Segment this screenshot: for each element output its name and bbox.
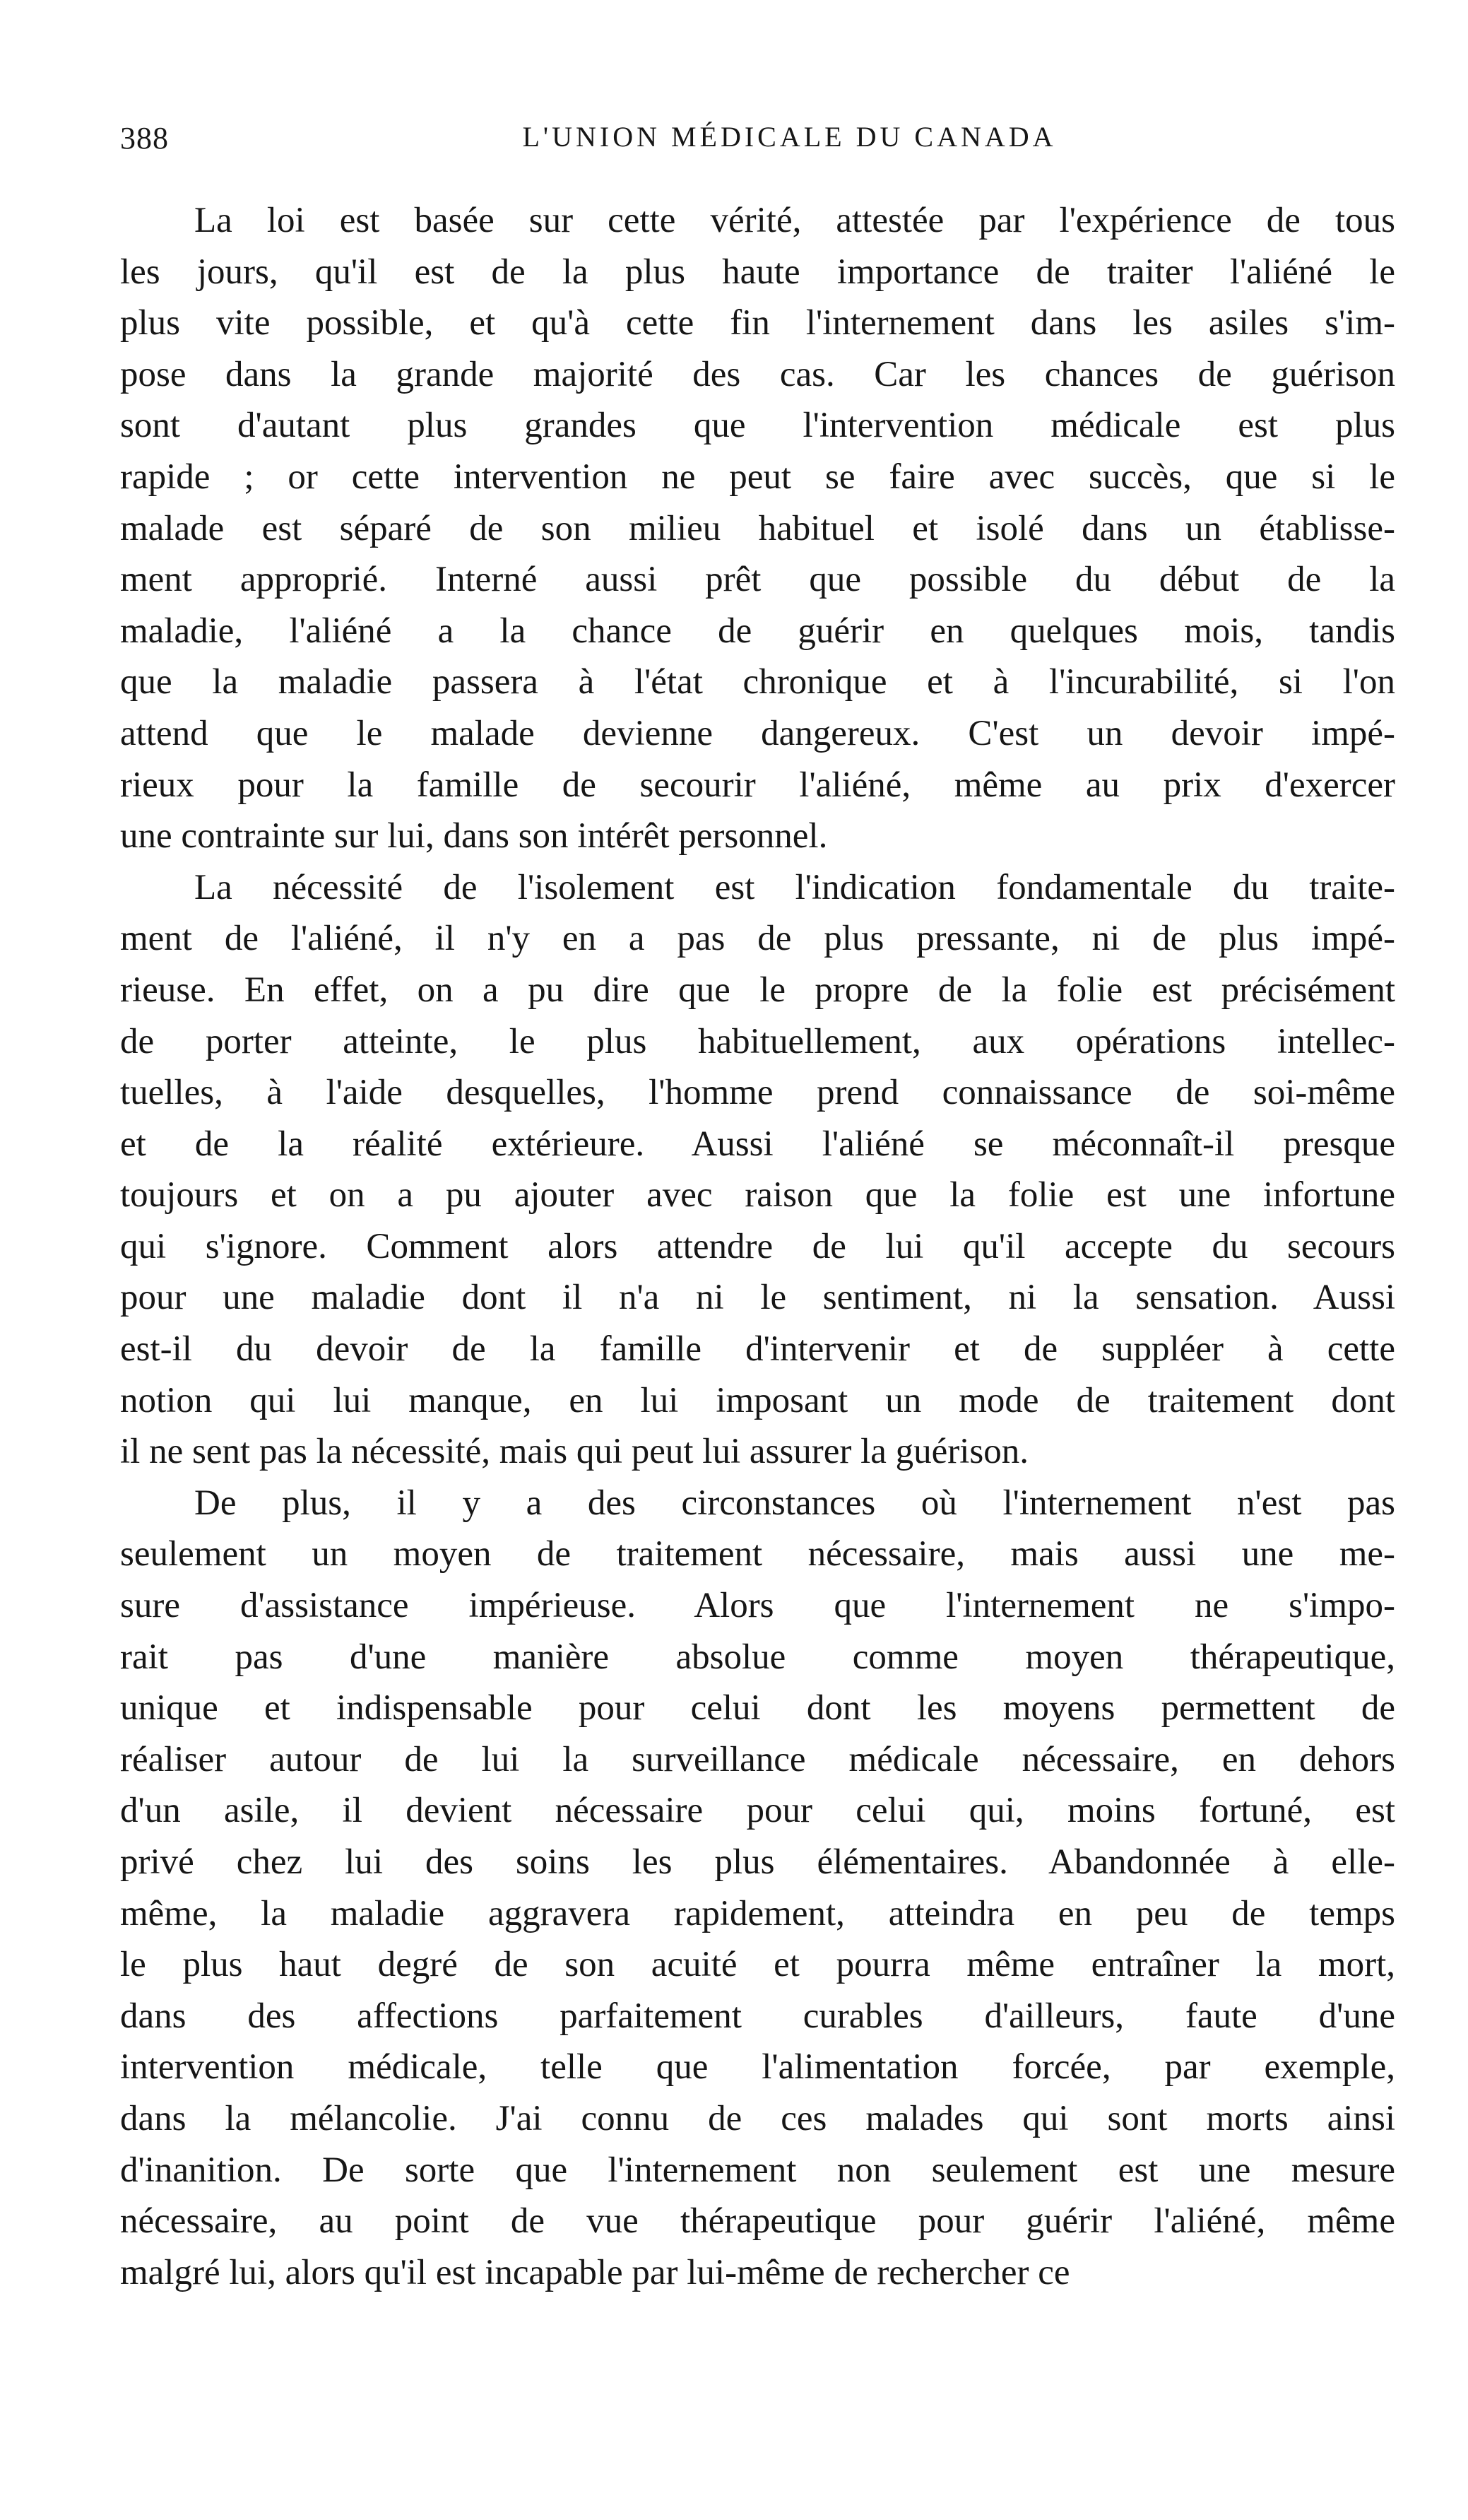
text-line: malade est séparé de son milieu habituel et isolé dans un établisse-	[120, 508, 1395, 548]
text-line: La nécessité de l'isolement est l'indication fondamentale du traite-	[194, 867, 1395, 907]
page-number: 388	[120, 121, 169, 155]
text-line: pour une maladie dont il n'a ni le sentiment, ni la sensation. Aussi	[120, 1278, 1395, 1318]
paragraph	[120, 195, 1395, 862]
text-line: que la maladie passera à l'état chronique et à l'incurabilité, si l'on	[120, 662, 1395, 702]
text-line: rieuse. En effet, on a pu dire que le propre de la folie est précisément	[120, 970, 1395, 1010]
text-line: toujours et on a pu ajouter avec raison que la folie est une infortune	[120, 1175, 1395, 1215]
text-line: qui s'ignore. Comment alors attendre de lui qu'il accepte du secours	[120, 1226, 1395, 1266]
text-line: rait pas d'une manière absolue comme moyen thérapeutique,	[120, 1637, 1395, 1677]
paragraph	[120, 862, 1395, 1478]
text-line: il ne sent pas la nécessité, mais qui peut lui assurer la guérison.	[120, 1432, 1029, 1472]
text-line: de porter atteinte, le plus habituellement, aux opérations intellec-	[120, 1021, 1395, 1061]
text-line: pose dans la grande majorité des cas. Car les chances de guérison	[120, 354, 1395, 394]
text-line: attend que le malade devienne dangereux. C'est un devoir impé-	[120, 713, 1395, 753]
text-line: les jours, qu'il est de la plus haute importance de traiter l'aliéné le	[120, 252, 1395, 292]
text-line: seulement un moyen de traitement nécessaire, mais aussi une me-	[120, 1534, 1395, 1574]
body-text	[120, 195, 1395, 2298]
text-line: d'inanition. De sorte que l'internement non seulement est une mesure	[120, 2150, 1395, 2190]
text-line: ment de l'aliéné, il n'y en a pas de plus pressante, ni de plus impé-	[120, 919, 1395, 959]
text-line: tuelles, à l'aide desquelles, l'homme prend connaissance de soi-même	[120, 1073, 1395, 1113]
text-line: même, la maladie aggravera rapidement, atteindra en peu de temps	[120, 1893, 1395, 1933]
text-line: maladie, l'aliéné a la chance de guérir en quelques mois, tandis	[120, 611, 1395, 651]
text-line: d'un asile, il devient nécessaire pour celui qui, moins fortuné, est	[120, 1791, 1395, 1831]
text-line: De plus, il y a des circonstances où l'internement n'est pas	[194, 1483, 1395, 1523]
text-line: notion qui lui manque, en lui imposant un mode de traitement dont	[120, 1380, 1395, 1420]
text-line: réaliser autour de lui la surveillance médicale nécessaire, en dehors	[120, 1739, 1395, 1779]
text-line: malgré lui, alors qu'il est incapable par lui-même de rechercher ce	[120, 2252, 1070, 2292]
text-line: rapide ; or cette intervention ne peut se faire avec succès, que si le	[120, 457, 1395, 497]
text-line: une contrainte sur lui, dans son intérêt personnel.	[120, 816, 828, 856]
text-line: intervention médicale, telle que l'alimentation forcée, par exemple,	[120, 2047, 1395, 2088]
text-line: unique et indispensable pour celui dont les moyens permettent de	[120, 1688, 1395, 1729]
text-line: plus vite possible, et qu'à cette fin l'internement dans les asiles s'im-	[120, 303, 1395, 343]
text-line: rieux pour la famille de secourir l'aliéné, même au prix d'exercer	[120, 765, 1395, 805]
text-line: dans la mélancolie. J'ai connu de ces malades qui sont morts ainsi	[120, 2098, 1395, 2138]
page-header	[120, 120, 1395, 163]
text-line: et de la réalité extérieure. Aussi l'aliéné se méconnaît-il presque	[120, 1124, 1395, 1164]
text-line: privé chez lui des soins les plus élémentaires. Abandonnée à elle-	[120, 1842, 1395, 1882]
text-line: dans des affections parfaitement curables d'ailleurs, faute d'une	[120, 1996, 1395, 2036]
text-line: le plus haut degré de son acuité et pourra même entraîner la mort,	[120, 1945, 1395, 1985]
text-line: sont d'autant plus grandes que l'intervention médicale est plus	[120, 406, 1395, 446]
text-line: sure d'assistance impérieuse. Alors que l'internement ne s'impo-	[120, 1586, 1395, 1626]
text-line: est-il du devoir de la famille d'intervenir et de suppléer à cette	[120, 1329, 1395, 1370]
running-title: L'UNION MÉDICALE DU CANADA	[522, 121, 1057, 153]
paragraph	[120, 1478, 1395, 2299]
text-line: ment approprié. Interné aussi prêt que possible du début de la	[120, 560, 1395, 600]
text-line: nécessaire, au point de vue thérapeutique pour guérir l'aliéné, même	[120, 2201, 1395, 2242]
text-line: La loi est basée sur cette vérité, attestée par l'expérience de tous	[194, 201, 1395, 240]
